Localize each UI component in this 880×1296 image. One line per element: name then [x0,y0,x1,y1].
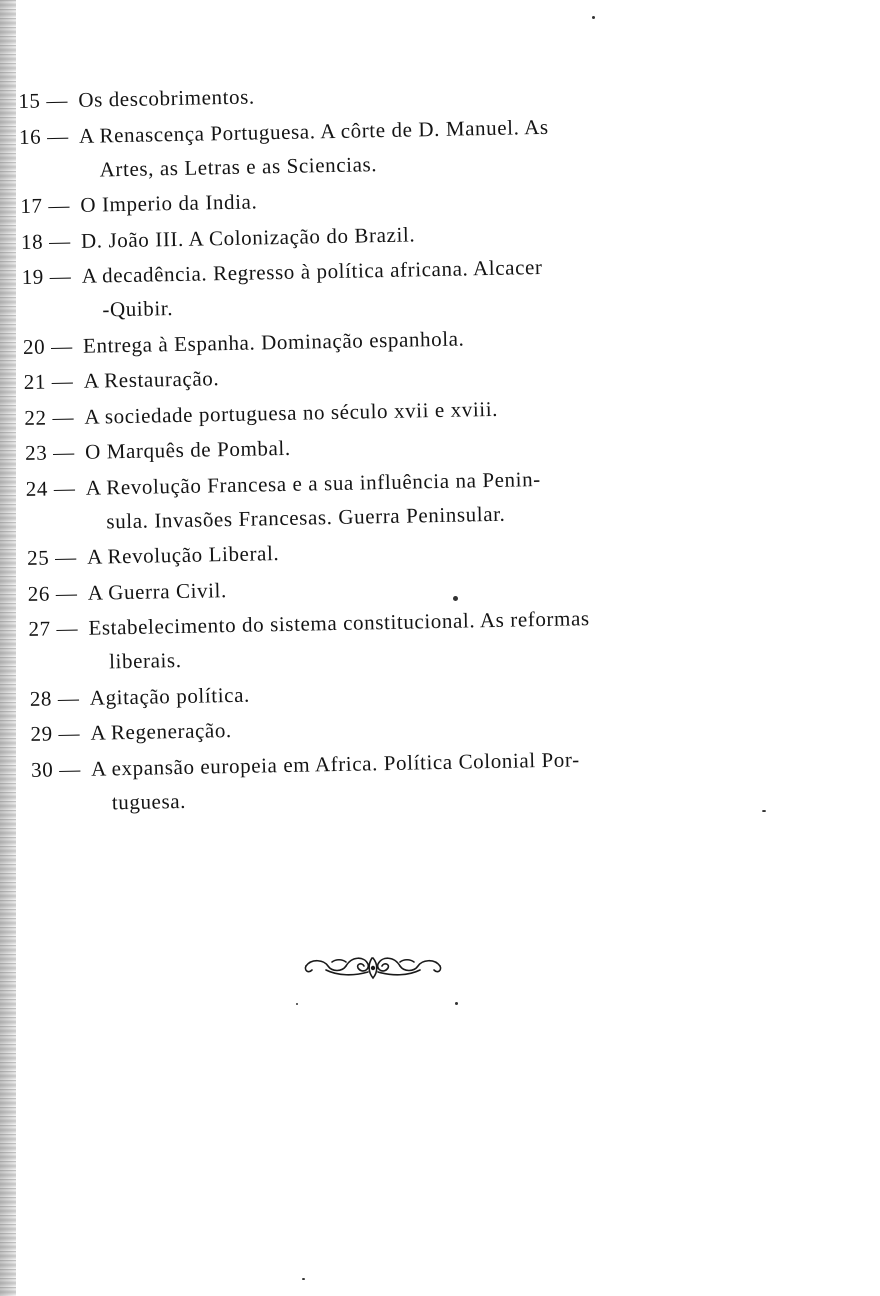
title-line: Agitação política. [89,682,251,710]
title-continuation-line: -Quibir. [102,296,174,322]
chapter-number: 29 [30,721,53,746]
dash-separator: — [52,439,75,465]
toc-entry-title [81,247,722,327]
title-line: O Imperio da India. [80,189,258,217]
decorative-ornament-icon [302,950,444,984]
title-line: A expansão europeia em Africa. Política Colonial Por- [90,746,580,781]
toc-entry-number [21,224,71,259]
toc-entry-title [79,106,720,186]
dash-separator: — [48,228,71,253]
title-line: A Revolução Francesa e a sua influência na Penin- [85,466,541,500]
toc-entry [19,106,720,187]
title-line: D. João III. A Colonização do Brazil. [80,221,416,253]
toc-entry-number [25,470,75,505]
toc-entry-number [24,399,74,434]
toc-entry-title [88,598,729,678]
toc-entry [25,458,726,539]
chapter-number: 30 [30,756,54,782]
print-speck [455,1002,458,1005]
title-line: A Restauração. [83,366,220,393]
toc-entry [28,598,729,679]
toc-entry-number [25,435,75,470]
chapter-number: 16 [18,124,42,149]
chapter-number: 17 [20,193,43,218]
toc-entry-number [19,119,69,154]
dash-separator: — [46,123,69,148]
toc-entry-number [29,680,79,715]
chapter-number: 23 [24,440,48,465]
print-speck [453,596,458,601]
toc-entry-number [27,540,77,575]
print-speck [762,810,766,812]
chapter-number: 24 [25,476,49,501]
dash-separator: — [55,580,78,605]
chapter-number: 28 [29,685,53,711]
dash-separator: — [57,685,80,710]
chapter-number: 26 [27,580,51,606]
toc-entry-title [91,739,732,819]
toc-entry-number [28,611,78,646]
table-of-contents [18,71,732,822]
title-continuation-line: sula. Invasões Francesas. Guerra Peninsular. [106,501,506,533]
title-line: A decadência. Regresso à política africana. Alcacer [81,254,543,288]
dash-separator: — [52,404,74,429]
toc-entry-number [30,716,80,751]
chapter-number: 22 [24,405,47,430]
chapter-number: 21 [23,369,47,394]
toc-entry [21,247,722,328]
dash-separator: — [56,615,78,641]
toc-entry-number [23,329,73,364]
chapter-number: 25 [26,545,50,570]
dash-separator: — [46,88,68,113]
dash-separator: — [54,544,77,570]
toc-entry-number [27,575,77,610]
dash-separator: — [51,369,74,394]
chapter-number: 20 [22,334,46,359]
toc-entry-title [85,458,726,538]
chapter-number: 15 [18,88,41,113]
title-line: A sociedade portuguesa no século xvii e xviii. [84,396,499,429]
dash-separator: — [58,720,80,746]
title-continuation-line: tuguesa. [111,788,187,814]
dash-separator: — [49,264,71,289]
title-line: O Marquês de Pombal. [84,435,291,464]
toc-entry-number [31,751,81,786]
dash-separator: — [48,193,70,218]
toc-entry-number [21,259,71,294]
toc-entry-number [20,188,70,223]
dash-separator: — [53,475,76,500]
toc-entry-number [23,364,73,399]
title-line: A Regeneração. [90,718,233,745]
print-speck [592,16,595,19]
title-line: Estabelecimento do sistema constitucional. As reformas [88,606,590,640]
title-line: A Revolução Liberal. [86,541,280,569]
chapter-number: 18 [20,229,44,254]
print-speck [296,1003,298,1005]
chapter-number: 27 [28,616,51,641]
page-binding-edge [0,0,16,1296]
title-continuation-line: liberais. [108,647,182,674]
title-continuation-line: Artes, as Letras e as Sciencias. [99,151,378,181]
dash-separator: — [58,756,81,781]
title-line: A Renascença Portuguesa. A côrte de D. Manuel. As [78,114,549,148]
title-line: Os descobrimentos. [78,84,255,112]
chapter-number: 19 [21,264,45,289]
toc-entry-number [18,83,68,118]
title-line: Entrega à Espanha. Dominação espanhola. [82,325,465,358]
print-speck [302,1278,305,1280]
dash-separator: — [50,333,73,358]
title-line: A Guerra Civil. [87,577,228,605]
toc-entry [31,739,732,820]
